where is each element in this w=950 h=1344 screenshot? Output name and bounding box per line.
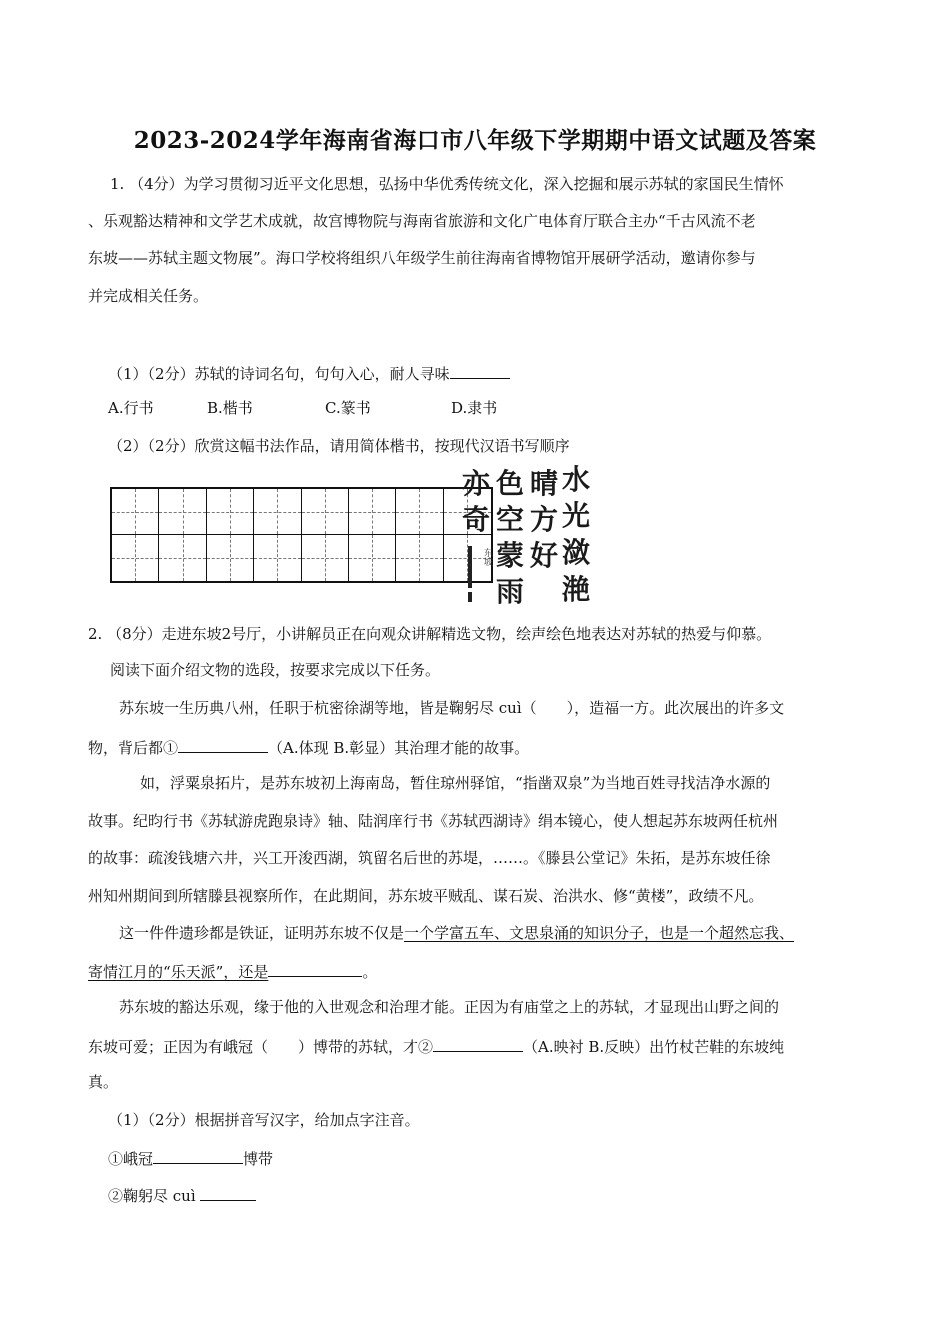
option-b[interactable]: B.楷书 (207, 399, 253, 417)
seal-mark (468, 592, 472, 602)
callig-char: 光 (562, 499, 591, 532)
q2-item1 (108, 1147, 273, 1169)
writing-grid[interactable] (110, 487, 493, 583)
callig-char: 潋 (562, 536, 591, 569)
answer-blank-1[interactable] (178, 736, 268, 753)
q2-para1-line2 (88, 736, 529, 758)
q2-para2-line2: 故事。纪昀行书《苏轼游虎跑泉诗》轴、陆润庠行书《苏轼西湖诗》绢本镜心，使人想起苏东坡两任杭州 (88, 812, 779, 830)
q2-para2-line3: 的故事：疏浚钱塘六井，兴工开浚西湖，筑留名后世的苏堤，……。《滕县公堂记》朱拓，是苏东坡任徐 (88, 849, 771, 867)
q2-intro-2: 阅读下面介绍文物的选段，按要求完成以下任务。 (110, 661, 441, 679)
calligraphy-artwork (458, 463, 594, 609)
callig-char: 滟 (562, 573, 591, 606)
item-text: ②鞠躬尽 cuì (108, 1187, 196, 1205)
callig-char: 奇 (462, 503, 491, 536)
grid-cell[interactable] (396, 535, 443, 581)
grid-cell[interactable] (349, 535, 396, 581)
grid-cell[interactable] (112, 489, 159, 535)
option-d[interactable]: D.隶书 (451, 399, 498, 417)
q2-para1-line1: 苏东坡一生历典八州，任职于杭密徐湖等地，皆是鞠躬尽 cuì（ ），造福一方。此次展出的许多文 (119, 699, 785, 717)
grid-cell[interactable] (349, 489, 396, 535)
para-text: （A.体现 B.彰显）其治理才能的故事。 (268, 739, 530, 757)
callig-char: 色 (496, 467, 525, 500)
callig-char: 方 (530, 503, 559, 536)
q1-sub1 (108, 362, 510, 384)
callig-char: 雨 (496, 575, 525, 608)
callig-char: 蒙 (496, 539, 525, 572)
page-title: 2023-2024学年海南省海口市八年级下学期期中语文试题及答案 (133, 127, 817, 154)
answer-blank-hanzi[interactable] (200, 1184, 256, 1201)
q2-para2-line1: 如，浮粟泉拓片，是苏东坡初上海南岛，暂住琼州驿馆，“指凿双泉”为当地百姓寻找洁净水源的 (140, 774, 771, 792)
q1-line-2: 、乐观豁达精神和文学艺术成就，故宫博物院与海南省旅游和文化广电体育厅联合主办“千古风流不老 (88, 212, 756, 230)
callig-char: 亦 (462, 467, 491, 500)
q2-para3-line2 (88, 960, 377, 982)
grid-cell[interactable] (207, 489, 254, 535)
q2-para2-line4: 州知州期间到所辖滕县视察所作，在此期间，苏东坡平贼乱、谋石炭、治洪水、修“黄楼”，政绩不凡。 (88, 887, 764, 905)
grid-cell[interactable] (396, 489, 443, 535)
seal-mark (468, 546, 472, 588)
q2-intro-1: 2. （8分）走进东坡2号厅，小讲解员正在向观众讲解精选文物，绘声绘色地表达对苏轼的热爱与仰慕。 (88, 625, 772, 643)
q1-line-3: 东坡——苏轼主题文物展”。海口学校将组织八年级学生前往海南省博物馆开展研学活动，邀请你参与 (88, 249, 756, 267)
q2-sub1: （1）（2分）根据拼音写汉字，给加点字注音。 (108, 1111, 420, 1129)
callig-char: 晴 (530, 467, 559, 500)
item-text: ①峨冠 (108, 1150, 154, 1168)
callig-signature: 东坡 (482, 548, 492, 566)
grid-cell[interactable] (159, 489, 206, 535)
q2-item2 (108, 1184, 256, 1206)
q2-para4-line1: 苏东坡的豁达乐观，缘于他的入世观念和治理才能。正因为有庙堂之上的苏轼，才显现出山野之间的 (119, 998, 780, 1016)
item-text: 博带 (243, 1150, 274, 1168)
q2-para3-line1 (119, 923, 794, 943)
grid-cell[interactable] (159, 535, 206, 581)
option-c[interactable]: C.篆书 (325, 399, 371, 417)
grid-cell[interactable] (207, 535, 254, 581)
para-text: 这一件件遗珍都是铁证，证明苏东坡不仅是 (119, 924, 405, 942)
q1-sub1-text: （1）（2分）苏轼的诗词名句，句句入心，耐人寻味 (108, 365, 450, 383)
callig-char: 好 (530, 539, 559, 572)
callig-char: 水 (562, 463, 591, 496)
callig-char: 空 (496, 503, 525, 536)
answer-blank-2[interactable] (433, 1035, 523, 1052)
q2-para4-line2 (88, 1035, 784, 1057)
grid-cell[interactable] (254, 535, 301, 581)
para-text: 物，背后都① (88, 739, 179, 757)
para-text: 东坡可爱；正因为有峨冠（ ）博带的苏轼，才② (88, 1038, 434, 1056)
option-a[interactable]: A.行书 (108, 399, 154, 417)
grid-cell[interactable] (254, 489, 301, 535)
answer-blank[interactable] (450, 362, 510, 379)
underlined-text: 一个学富五车、文思泉涌的知识分子，也是一个超然忘我、 (404, 924, 795, 942)
answer-blank-pinyin[interactable] (153, 1147, 243, 1164)
grid-cell[interactable] (302, 489, 349, 535)
q1-line-1: 1. （4分）为学习贯彻习近平文化思想，弘扬中华优秀传统文化，深入挖掘和展示苏轼的家国民生情怀 (110, 175, 784, 193)
answer-blank-imitate[interactable] (268, 960, 362, 977)
grid-cell[interactable] (302, 535, 349, 581)
q1-line-4: 并完成相关任务。 (88, 287, 209, 305)
q1-sub2: （2）（2分）欣赏这幅书法作品，请用简体楷书，按现代汉语书写顺序 (108, 437, 570, 455)
para-text: （A.映衬 B.反映）出竹杖芒鞋的东坡纯 (523, 1038, 785, 1056)
para-text: 。 (362, 963, 378, 981)
grid-cell[interactable] (112, 535, 159, 581)
q2-para4-line3: 真。 (88, 1073, 119, 1091)
underlined-text: 寄情江月的“乐天派”，还是 (88, 963, 269, 981)
